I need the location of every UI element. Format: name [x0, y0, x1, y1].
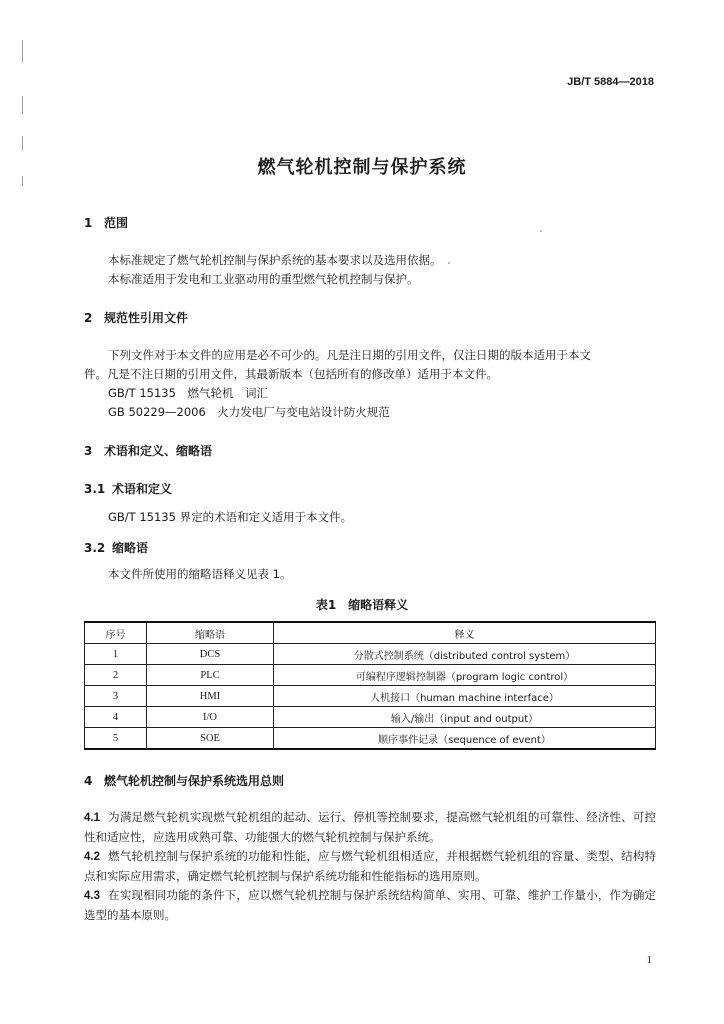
table-row — [85, 686, 656, 707]
cell-meaning: 分散式控制系统（distributed control system） — [274, 644, 656, 665]
cell-meaning: 可编程序逻辑控制器（program logic control） — [274, 665, 656, 686]
subsection-heading-abbreviations — [84, 539, 148, 556]
section-heading-principles — [84, 772, 284, 789]
clause-text: 在实现相同功能的条件下，应以燃气轮机控制与保护系统结构简单、实用、可靠、维护工作量小，作为确定选型的基本原则。 — [84, 888, 656, 922]
reference-item: GB/T 15135 燃气轮机 词汇 — [108, 386, 268, 400]
cell-no: 2 — [85, 665, 147, 686]
table-row — [85, 707, 656, 728]
section-title: 规范性引用文件 — [104, 311, 189, 325]
subsection-number: 3.1 — [84, 482, 106, 496]
section-number: 2 — [84, 311, 93, 325]
cell-meaning: 人机接口（human machine interface） — [274, 686, 656, 707]
section-number: 3 — [84, 444, 93, 458]
column-header-no: 序号 — [85, 622, 147, 644]
section-title: 燃气轮机控制与保护系统选用总则 — [104, 774, 285, 788]
section-number: 1 — [84, 216, 93, 230]
document-title: 燃气轮机控制与保护系统 — [257, 157, 467, 178]
table-row — [85, 665, 656, 686]
cell-no: 1 — [85, 644, 147, 665]
standard-number: JB/T 5884—2018 — [567, 76, 654, 88]
scan-artifact — [540, 230, 542, 232]
cell-no: 5 — [85, 728, 147, 750]
subsection-heading-terms-definitions — [84, 480, 172, 497]
clause-number: 4.1 — [84, 812, 100, 824]
cell-abbr: DCS — [147, 644, 274, 665]
subsection-number: 3.2 — [84, 541, 106, 555]
paragraph: GB/T 15135 界定的术语和定义适用于本文件。 — [108, 510, 353, 524]
cell-abbr: SOE — [147, 728, 274, 750]
column-header-meaning: 释义 — [274, 622, 656, 644]
cell-no: 3 — [85, 686, 147, 707]
subsection-title: 缩略语 — [112, 541, 149, 555]
section-heading-scope — [84, 214, 128, 231]
table-caption: 表1 缩略语释义 — [315, 598, 409, 612]
clause-4-3 — [84, 886, 656, 925]
abbreviation-table — [84, 621, 656, 750]
clause-text: 为满足燃气轮机实现燃气轮机组的起动、运行、停机等控制要求，提高燃气轮机组的可靠性、经济性、可控性和适应性，应选用成熟可靠、功能强大的燃气轮机控制与保护系统。 — [84, 810, 656, 844]
subsection-title: 术语和定义 — [112, 482, 173, 496]
cell-no: 4 — [85, 707, 147, 728]
section-title: 术语和定义、缩略语 — [104, 444, 213, 458]
scan-artifact — [22, 96, 23, 114]
cell-abbr: I/O — [147, 707, 274, 728]
page-number: 1 — [646, 954, 652, 966]
cell-meaning: 顺序事件记录（sequence of event） — [274, 728, 656, 750]
clause-4-2 — [84, 847, 656, 886]
clause-number: 4.2 — [84, 851, 100, 863]
paragraph: 本文件所使用的缩略语释义见表 1。 — [108, 567, 292, 581]
table-row — [85, 644, 656, 665]
clause-number: 4.3 — [84, 890, 100, 902]
paragraph: 本标准适用于发电和工业驱动用的重型燃气轮机控制与保护。 — [108, 272, 419, 286]
paragraph: 下列文件对于本文件的应用是必不可少的。凡是注日期的引用文件，仅注日期的版本适用于本文 — [108, 348, 591, 362]
cell-meaning: 输入/输出（input and output） — [274, 707, 656, 728]
section-number: 4 — [84, 774, 93, 788]
clause-4-1 — [84, 808, 656, 847]
section-title: 范围 — [104, 216, 129, 230]
column-header-abbr: 缩略语 — [147, 622, 274, 644]
paragraph: 本标准规定了燃气轮机控制与保护系统的基本要求以及选用依据。 — [108, 253, 442, 267]
scan-artifact — [22, 136, 23, 150]
cell-abbr: HMI — [147, 686, 274, 707]
scan-artifact — [22, 40, 23, 62]
section-heading-normative — [84, 309, 188, 326]
cell-abbr: PLC — [147, 665, 274, 686]
reference-item: GB 50229—2006 火力发电厂与变电站设计防火规范 — [108, 405, 390, 419]
section-heading-terms — [84, 442, 212, 459]
paragraph: 件。凡是不注日期的引用文件，其最新版本（包括所有的修改单）适用于本文件。 — [84, 367, 498, 381]
table-header-row — [85, 622, 656, 644]
table-row — [85, 728, 656, 750]
clause-text: 燃气轮机控制与保护系统的功能和性能，应与燃气轮机组相适应，并根据燃气轮机组的容量、类型、结构特点和实际应用需求，确定燃气轮机控制与保护系统功能和性能指标的选用原则。 — [84, 849, 656, 883]
